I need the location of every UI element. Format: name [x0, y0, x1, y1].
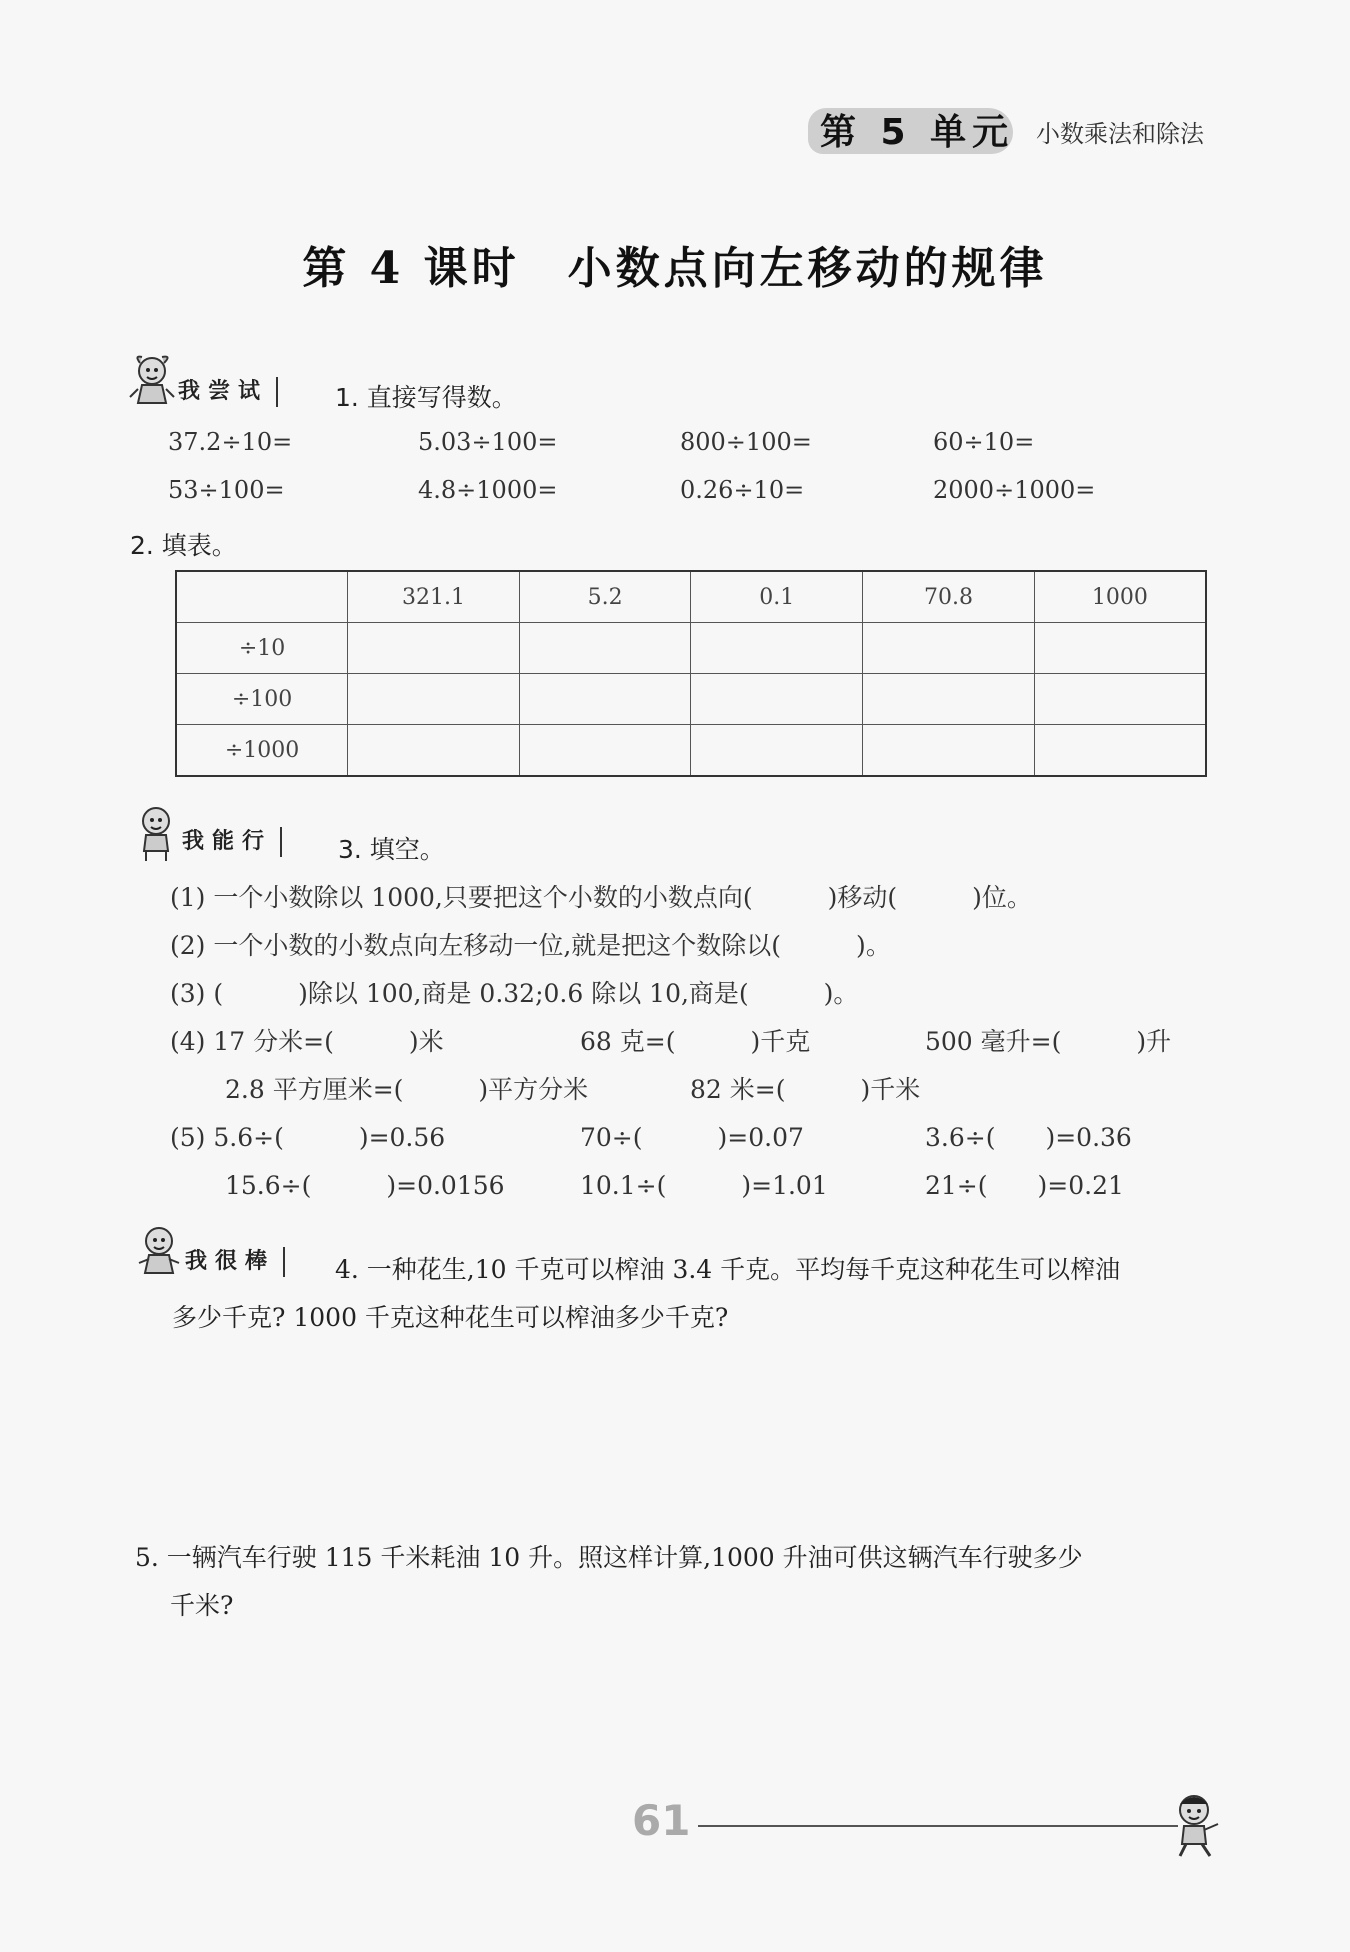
table-row-label: ÷100: [176, 674, 348, 725]
table-row-label: ÷1000: [176, 725, 348, 777]
q3-line: (1) 一个小数除以 1000,只要把这个小数的小数点向( )移动( )位。: [170, 883, 1032, 912]
section-badge-great: [135, 1235, 335, 1285]
q3-line: (4) 17 分米=( )米: [170, 1027, 444, 1056]
answer-cell[interactable]: [1034, 725, 1206, 777]
answer-cell[interactable]: [519, 674, 691, 725]
section-label: 我能行: [182, 827, 282, 857]
answer-cell[interactable]: [691, 623, 863, 674]
section-label: 我很棒: [185, 1247, 285, 1277]
q3-line: 82 米=( )千米: [690, 1075, 921, 1104]
boy-mascot-icon: [1168, 1790, 1224, 1860]
q3-line: 21÷( )=0.21: [925, 1171, 1124, 1200]
table-row-label: ÷10: [176, 623, 348, 674]
q3-line: 70÷( )=0.07: [580, 1123, 804, 1152]
answer-cell[interactable]: [348, 725, 520, 777]
q4-line: 多少千克? 1000 千克这种花生可以榨油多少千克?: [172, 1303, 729, 1332]
unit-header: [808, 100, 1228, 160]
table-header-cell: 5.2: [519, 571, 691, 623]
answer-cell[interactable]: [863, 674, 1035, 725]
q3-line: (2) 一个小数的小数点向左移动一位,就是把这个数除以( )。: [170, 931, 891, 960]
q3-line: 3.6÷( )=0.36: [925, 1123, 1132, 1152]
table-header-cell: 70.8: [863, 571, 1035, 623]
answer-cell[interactable]: [348, 623, 520, 674]
table-row: [176, 623, 1206, 674]
q3-line: 10.1÷( )=1.01: [580, 1171, 828, 1200]
q3-line: 15.6÷( )=0.0156: [225, 1171, 505, 1200]
q3-line: 68 克=( )千克: [580, 1027, 811, 1056]
girl-mascot-icon: [135, 1223, 185, 1283]
q3-line: 500 毫升=( )升: [925, 1027, 1172, 1056]
q1-item: 5.03÷100=: [418, 428, 558, 456]
girl-mascot-icon: [128, 353, 178, 413]
q3-line: (5) 5.6÷( )=0.56: [170, 1123, 446, 1152]
fill-table: [175, 570, 1207, 777]
answer-cell[interactable]: [519, 725, 691, 777]
table-header-cell: 321.1: [348, 571, 520, 623]
answer-cell[interactable]: [863, 725, 1035, 777]
section-badge-can: [132, 815, 332, 865]
unit-label: 第 5 单元: [820, 112, 1015, 153]
table-header-row: [176, 571, 1206, 623]
girl-mascot-icon: [132, 803, 182, 863]
q1-item: 4.8÷1000=: [418, 476, 558, 504]
table-header-cell: 1000: [1034, 571, 1206, 623]
table-row: [176, 725, 1206, 777]
unit-subtitle: 小数乘法和除法: [1036, 120, 1204, 148]
answer-cell[interactable]: [863, 623, 1035, 674]
q1-item: 37.2÷10=: [168, 428, 293, 456]
page-number: 61: [632, 1796, 691, 1845]
q1-item: 2000÷1000=: [933, 476, 1096, 504]
q4-line: 4. 一种花生,10 千克可以榨油 3.4 千克。平均每千克这种花生可以榨油: [335, 1255, 1121, 1284]
q1-item: 0.26÷10=: [680, 476, 805, 504]
q1-item: 53÷100=: [168, 476, 285, 504]
answer-cell[interactable]: [691, 674, 863, 725]
table-row: [176, 674, 1206, 725]
q3-line: (3) ( )除以 100,商是 0.32;0.6 除以 10,商是( )。: [170, 979, 859, 1008]
answer-cell[interactable]: [1034, 674, 1206, 725]
answer-cell[interactable]: [1034, 623, 1206, 674]
q3-title: 3. 填空。: [338, 835, 445, 864]
table-header-cell: 0.1: [691, 571, 863, 623]
table-header-cell: [176, 571, 348, 623]
q2-title: 2. 填表。: [130, 531, 237, 560]
answer-cell[interactable]: [348, 674, 520, 725]
q1-item: 60÷10=: [933, 428, 1035, 456]
lesson-title: 第 4 课时 小数点向左移动的规律: [302, 243, 1048, 294]
q5-line: 5. 一辆汽车行驶 115 千米耗油 10 升。照这样计算,1000 升油可供这辆汽车行驶多少: [135, 1543, 1083, 1572]
footer-rule: [698, 1825, 1178, 1827]
answer-cell[interactable]: [691, 725, 863, 777]
q1-title: 1. 直接写得数。: [335, 383, 517, 412]
section-label: 我尝试: [178, 377, 278, 407]
answer-cell[interactable]: [519, 623, 691, 674]
q3-line: 2.8 平方厘米=( )平方分米: [225, 1075, 589, 1104]
q1-item: 800÷100=: [680, 428, 812, 456]
q5-line: 千米?: [170, 1591, 234, 1620]
section-badge-try: [128, 365, 328, 415]
